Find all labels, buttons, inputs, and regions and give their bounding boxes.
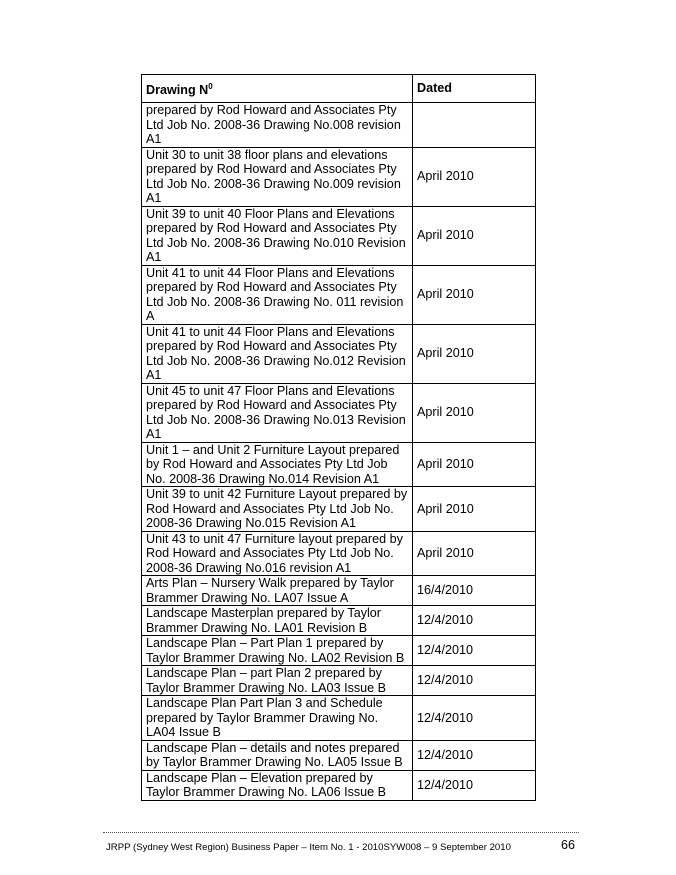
page-number: 66 [561, 838, 575, 852]
table-row [142, 531, 536, 576]
header-dated: Dated [413, 75, 536, 103]
table-row [142, 666, 536, 696]
header-drawing-no-superscript: 0 [208, 81, 213, 91]
drawing-description: Landscape Masterplan prepared by Taylor Brammer Drawing No. LA01 Revision B [142, 606, 413, 636]
drawing-date: April 2010 [413, 383, 536, 442]
drawing-date: 16/4/2010 [413, 576, 536, 606]
table-row [142, 770, 536, 800]
header-drawing-no-label: Drawing N [146, 82, 209, 97]
table-row [142, 487, 536, 532]
drawing-description: Unit 41 to unit 44 Floor Plans and Elevations prepared by Rod Howard and Associates Pty Ltd Job No. 2008-36 Drawing No.012 Revision A1 [142, 324, 413, 383]
drawing-description: Landscape Plan – part Plan 2 prepared by Taylor Brammer Drawing No. LA03 Issue B [142, 666, 413, 696]
table-row [142, 442, 536, 487]
drawing-date [413, 103, 536, 148]
table-row [142, 206, 536, 265]
drawing-description: Unit 30 to unit 38 floor plans and elevations prepared by Rod Howard and Associates Pty Ltd Job No. 2008-36 Drawing No.009 revision A1 [142, 147, 413, 206]
footer-text: JRPP (Sydney West Region) Business Paper – Item No. 1 - 2010SYW008 – 9 September 2010 [106, 842, 511, 853]
drawing-description: Unit 45 to unit 47 Floor Plans and Elevations prepared by Rod Howard and Associates Pty Ltd Job No. 2008-36 Drawing No.013 Revision A1 [142, 383, 413, 442]
drawing-date: April 2010 [413, 442, 536, 487]
drawing-description: Landscape Plan – Elevation prepared by Taylor Brammer Drawing No. LA06 Issue B [142, 770, 413, 800]
table-row [142, 383, 536, 442]
table-row [142, 324, 536, 383]
drawing-date: 12/4/2010 [413, 696, 536, 741]
table-row [142, 576, 536, 606]
drawing-description: Unit 1 – and Unit 2 Furniture Layout prepared by Rod Howard and Associates Pty Ltd Job No. 2008-36 Drawing No.014 Revision A1 [142, 442, 413, 487]
table-row [142, 740, 536, 770]
drawing-date: 12/4/2010 [413, 740, 536, 770]
table-row [142, 103, 536, 148]
table-row [142, 147, 536, 206]
drawing-date: April 2010 [413, 147, 536, 206]
drawing-description: Landscape Plan – Part Plan 1 prepared by Taylor Brammer Drawing No. LA02 Revision B [142, 636, 413, 666]
drawing-date: 12/4/2010 [413, 606, 536, 636]
table-header-row [142, 75, 536, 103]
drawing-description: Unit 43 to unit 47 Furniture layout prepared by Rod Howard and Associates Pty Ltd Job No. 2008-36 Drawing No.016 revision A1 [142, 531, 413, 576]
drawing-description: Unit 39 to unit 40 Floor Plans and Elevations prepared by Rod Howard and Associates Pty Ltd Job No. 2008-36 Drawing No.010 Revision A1 [142, 206, 413, 265]
drawing-description: Arts Plan – Nursery Walk prepared by Taylor Brammer Drawing No. LA07 Issue A [142, 576, 413, 606]
table-row [142, 696, 536, 741]
drawing-date: April 2010 [413, 531, 536, 576]
drawing-date: April 2010 [413, 324, 536, 383]
header-drawing-no [142, 75, 413, 103]
table-row [142, 636, 536, 666]
drawing-description: Unit 41 to unit 44 Floor Plans and Elevations prepared by Rod Howard and Associates Pty Ltd Job No. 2008-36 Drawing No. 011 revision A [142, 265, 413, 324]
drawing-date: 12/4/2010 [413, 666, 536, 696]
drawing-date: April 2010 [413, 265, 536, 324]
drawing-description: prepared by Rod Howard and Associates Pty Ltd Job No. 2008-36 Drawing No.008 revision A1 [142, 103, 413, 148]
drawing-description: Unit 39 to unit 42 Furniture Layout prepared by Rod Howard and Associates Pty Ltd Job No. 2008-36 Drawing No.015 Revision A1 [142, 487, 413, 532]
drawing-date: April 2010 [413, 206, 536, 265]
drawing-description: Landscape Plan Part Plan 3 and Schedule prepared by Taylor Brammer Drawing No. LA04 Issue B [142, 696, 413, 741]
drawing-date: 12/4/2010 [413, 770, 536, 800]
drawing-description: Landscape Plan – details and notes prepared by Taylor Brammer Drawing No. LA05 Issue B [142, 740, 413, 770]
table-row [142, 606, 536, 636]
drawings-table [141, 74, 536, 801]
drawing-date: April 2010 [413, 487, 536, 532]
drawing-date: 12/4/2010 [413, 636, 536, 666]
table-row [142, 265, 536, 324]
footer-rule [103, 832, 579, 833]
